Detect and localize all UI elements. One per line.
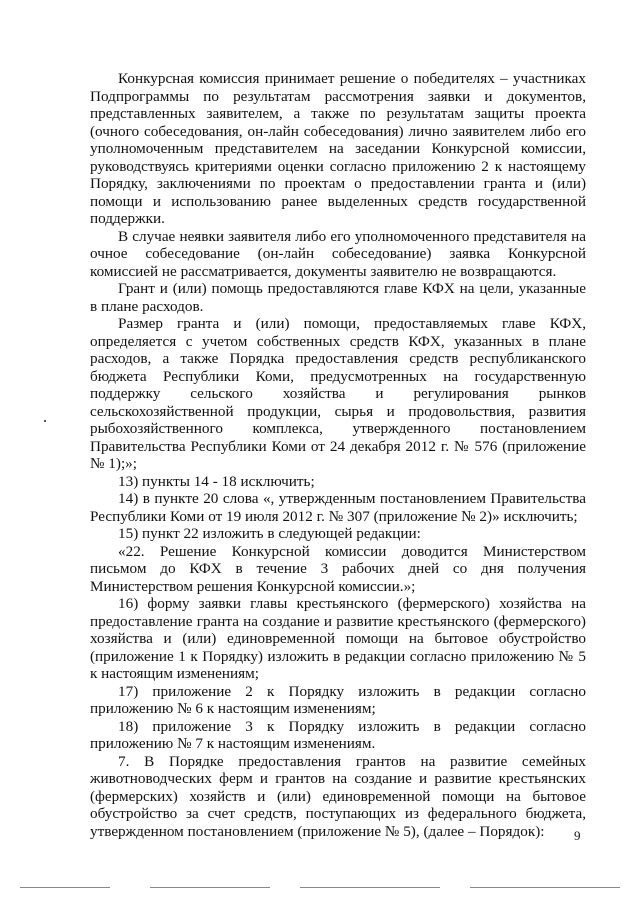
- paragraph-10: 17) приложение 2 к Порядку изложить в редакции согласно приложению № 6 к настоящим изменениям;: [90, 682, 586, 717]
- paragraph-7: 15) пункт 22 изложить в следующей редакции:: [118, 525, 421, 542]
- scan-artifact-dot: [44, 420, 46, 422]
- paragraph-1: Конкурсная комиссия принимает решение о победителях – участниках Подпрограммы по результатам рассмотрения заявки и документов, представленных заявителем, а также по результатам защиты проекта (очного собеседования, он-лайн собеседования) лично заявителем либо его уполномоченным представителем на заседании Конкурсной комиссии, руководствуясь критериями оценки согласно приложению 2 к настоящему Порядку, заключениями по проектам о предоставлении гранта и (или) помощи и использованию ранее выделенных средств государственной поддержки.: [90, 70, 586, 227]
- paragraph-4: Размер гранта и (или) помощи, предоставляемых главе КФХ, определяется с учетом собственных средств КФХ, указанных в плане расходов, а также Порядка предоставления средств республиканского бюджета Республики Коми, предусмотренных на государственную поддержку сельского хозяйства и регулирования рынков сельскохозяйственной продукции, сырья и продовольствия, развития рыбохозяйственного комплекса, утвержденного постановлением Правительства Республики Коми от 24 декабря 2012 г. № 576 (приложение № 1);»;: [90, 315, 586, 472]
- document-body: [90, 70, 586, 840]
- paragraph-12: 7. В Порядке предоставления грантов на развитие семейных животноводческих ферм и грантов на создание и развитие крестьянских (фермерских) хозяйств и (или) единовременной помощи на бытовое обустройство за счет средств, поступающих из федерального бюджета, утвержденном постановлением (приложение № 5), (далее – Порядок):: [90, 752, 586, 840]
- scan-edge-line: [20, 887, 110, 888]
- paragraph-5: 13) пункты 14 - 18 исключить;: [118, 472, 315, 490]
- paragraph-3: Грант и (или) помощь предоставляются главе КФХ на цели, указанные в плане расходов.: [90, 280, 586, 315]
- paragraph-6: 14) в пункте 20 слова «, утвержденным постановлением Правительства Республики Коми от 19 июля 2012 г. № 307 (приложение № 2)» исключить;: [90, 490, 586, 525]
- scan-edge-line: [470, 887, 620, 888]
- paragraph-8: «22. Решение Конкурсной комиссии доводится Министерством письмом до КФХ в течение 3 рабочих дней со дня получения Министерством решения Конкурсной комиссии.»;: [90, 542, 586, 595]
- scan-edge-line: [150, 887, 270, 888]
- scan-edge-line: [300, 887, 440, 888]
- page-number: 9: [574, 828, 581, 843]
- paragraph-11: 18) приложение 3 к Порядку изложить в редакции согласно приложению № 7 к настоящим изменениям.: [90, 717, 586, 752]
- paragraph-2: В случае неявки заявителя либо его уполномоченного представителя на очное собеседование (он-лайн собеседование) заявка Конкурсной комиссией не рассматривается, документы заявителю не возвращаются.: [90, 227, 586, 280]
- paragraph-9: 16) форму заявки главы крестьянского (фермерского) хозяйства на предоставление гранта на создание и развитие крестьянского (фермерского) хозяйства и (или) единовременной помощи на бытовое обустройство (приложение 1 к Порядку) изложить в редакции согласно приложению № 5 к настоящим изменениям;: [90, 595, 586, 682]
